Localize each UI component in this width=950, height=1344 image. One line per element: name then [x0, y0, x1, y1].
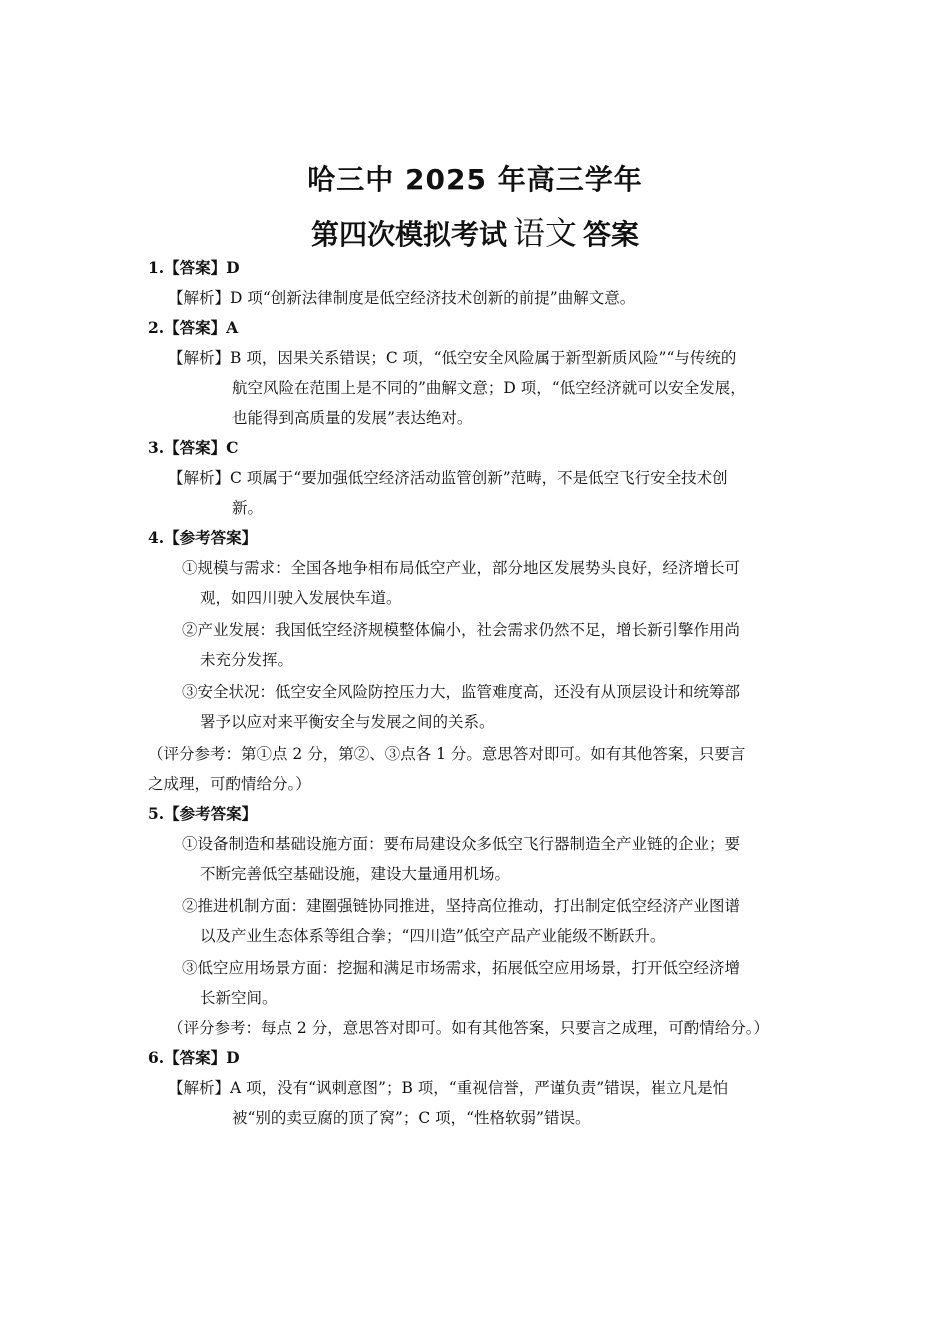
title-school-year: 哈三中 2025 年高三学年 [307, 163, 643, 196]
q5-scoring: （评分参考：每点 2 分，意思答对即可。如有其他答案，只要言之成理，可酌情给分。） [168, 1019, 769, 1037]
q6-answer: 6.【答案】D [148, 1048, 240, 1067]
title-exam-name: 第四次模拟考试 [310, 218, 507, 251]
q4-point1-line2: 观，如四川驶入发展快车道。 [200, 589, 402, 607]
q5-point3-line1: ③低空应用场景方面：挖掘和满足市场需求，拓展低空应用场景，打开低空经济增 [182, 959, 741, 977]
q3-answer: 3.【答案】C [148, 438, 239, 457]
q4-point3-line2: 署予以应对来平衡安全与发展之间的关系。 [200, 713, 495, 731]
q1-answer: 1.【答案】D [148, 258, 240, 277]
q5-point3-line2: 长新空间。 [200, 989, 278, 1007]
q4-answer: 4.【参考答案】 [148, 528, 258, 547]
q3-analysis-line2: 新。 [232, 499, 264, 517]
q5-point1-line1: ①设备制造和基础设施方面：要布局建设众多低空飞行器制造全产业链的企业；要 [182, 835, 741, 853]
q5-answer: 5.【参考答案】 [148, 804, 258, 823]
q6-analysis-line1: 【解析】A 项，没有“讽刺意图”；B 项，“重视信誉，严谨负责”错误，崔立凡是怕 [168, 1079, 729, 1097]
q5-point1-line2: 不断完善低空基础设施，建设大量通用机场。 [200, 865, 511, 883]
q4-point1-line1: ①规模与需求：全国各地争相布局低空产业，部分地区发展势头良好，经济增长可 [182, 559, 741, 577]
q4-point2-line2: 未充分发挥。 [200, 651, 294, 669]
title-exam [0, 208, 950, 254]
q4-point2-line1: ②产业发展：我国低空经济规模整体偏小，社会需求仍然不足，增长新引擎作用尚 [182, 621, 741, 639]
q2-answer: 2.【答案】A [148, 318, 239, 337]
q3-analysis-line1: 【解析】C 项属于“要加强低空经济活动监管创新”范畴，不是低空飞行安全技术创 [168, 469, 728, 487]
title-answer: 答案 [583, 218, 640, 251]
q5-point2-line2: 以及产业生态体系等组合拳；“四川造”低空产品产业能级不断跃升。 [200, 927, 666, 945]
q2-analysis-line2: 航空风险在范围上是不同的”曲解文意；D 项，“低空经济就可以安全发展， [232, 379, 746, 397]
q2-analysis-line3: 也能得到高质量的发展”表达绝对。 [232, 409, 473, 427]
q5-point2-line1: ②推进机制方面：建圈强链协同推进，坚持高位推动，打出制定低空经济产业图谱 [182, 897, 741, 915]
q4-scoring-line2: 之成理，可酌情给分。） [148, 775, 311, 793]
q4-scoring-line1: （评分参考：第①点 2 分，第②、③点各 1 分。意思答对即可。如有其他答案，只要言 [148, 745, 746, 763]
q4-point3-line1: ③安全状况：低空安全风险防控压力大，监管难度高，还没有从顶层设计和统筹部 [182, 683, 741, 701]
q1-analysis: 【解析】D 项“创新法律制度是低空经济技术创新的前提”曲解文意。 [168, 289, 636, 307]
q6-analysis-line2: 被“别的卖豆腐的顶了窝”；C 项，“性格软弱”错误。 [232, 1109, 591, 1127]
q2-analysis-line1: 【解析】B 项，因果关系错误；C 项，“低空安全风险属于新型新质风险”“与传统的 [168, 349, 737, 367]
title-subject: 语文 [512, 214, 577, 252]
